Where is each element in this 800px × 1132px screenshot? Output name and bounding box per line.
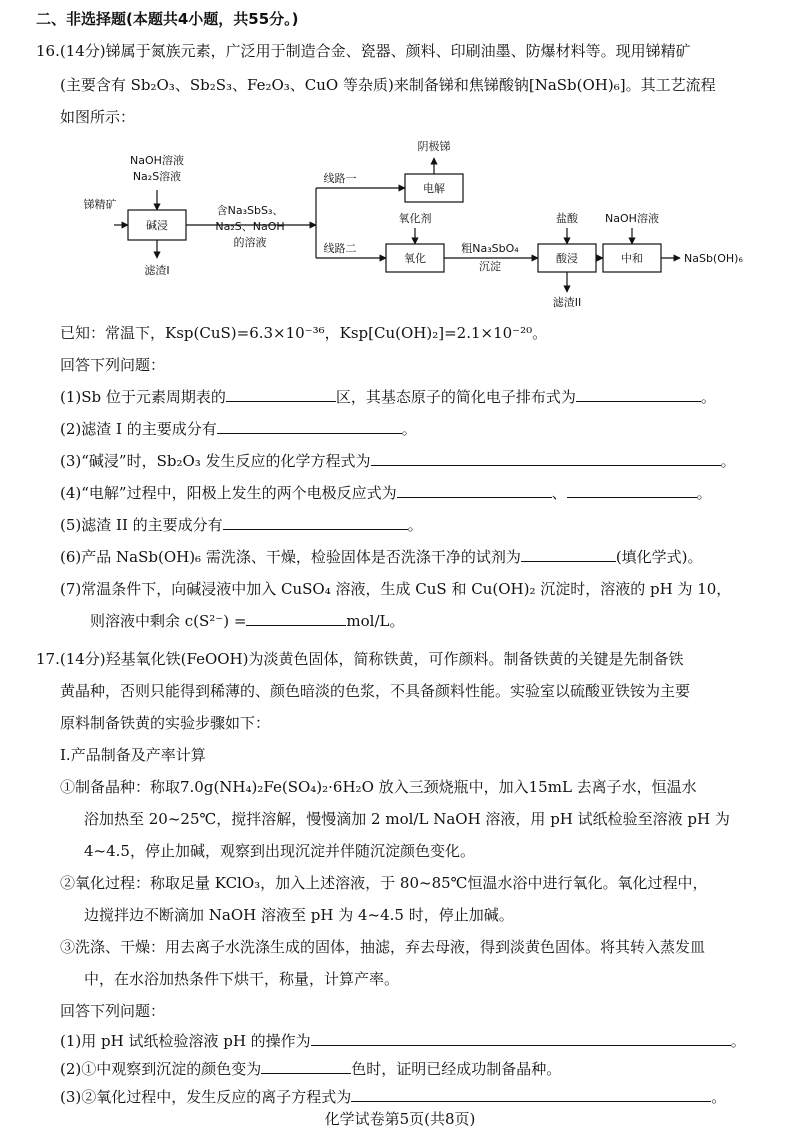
label-acid-leach: 酸浸 [556, 252, 578, 265]
label-product: NaSb(OH)₆ [684, 252, 743, 265]
q16-q2-text: (2)滤渣 I 的主要成分有 [60, 420, 217, 438]
q17-q3-text: (3)②氧化过程中，发生反应的离子方程式为 [60, 1088, 352, 1106]
reagent-na2s: Na₂S溶液 [132, 170, 182, 183]
q16-q5-blank[interactable] [223, 514, 408, 530]
q17-q2-text-b: 色时，证明已经成功制备晶种。 [351, 1060, 562, 1078]
q17-q1-period: 。 [730, 1032, 746, 1050]
q17-q1-text: (1)用 pH 试纸检验溶液 pH 的操作为 [60, 1032, 311, 1050]
q17-answer-prompt: 回答下列问题： [60, 1002, 166, 1020]
q16-answer-prompt: 回答下列问题： [60, 356, 166, 374]
q16-q6-text-a: (6)产品 NaSb(OH)₆ 需洗涤、干燥，检验固体是否洗涤干净的试剂为 [60, 548, 521, 566]
q16-q4-period: 。 [696, 484, 712, 502]
q16-q6-text-b: (填化学式)。 [615, 548, 703, 566]
q17-q3-blank[interactable] [351, 1086, 711, 1102]
q17-step2-line1: ②氧化过程：称取足量 KClO₃，加入上述溶液，于 80~85℃恒温水浴中进行氧化。氧化过程中， [60, 874, 708, 892]
q16-q3-blank[interactable] [371, 450, 721, 466]
q16-q5-text: (5)滤渣 II 的主要成分有 [60, 516, 223, 534]
q16-intro-line1: 16.(14分)锑属于氮族元素，广泛用于制造合金、瓷器、颜料、印刷油墨、防爆材料等。现用锑精矿 [36, 42, 691, 60]
q16-q1-blank1[interactable] [226, 386, 336, 402]
q16-q2-blank[interactable] [217, 418, 402, 434]
q16-q2 [60, 418, 417, 440]
q16-q7-blank[interactable] [246, 610, 346, 626]
q16-q5-period: 。 [407, 516, 423, 534]
label-residue1: 滤渣I [144, 264, 170, 277]
q16-intro-line3: 如图所示： [60, 108, 136, 126]
q17-intro-line3: 原料制备铁黄的实验步骤如下： [60, 714, 271, 732]
q16-q3 [60, 450, 736, 472]
q17-step3-line1: ③洗涤、干燥：用去离子水洗涤生成的固体，抽滤，弃去母液，得到淡黄色固体。将其转入蒸发皿 [60, 938, 706, 956]
crude-line1: 粗Na₃SbO₄ [461, 242, 519, 255]
process-flow-diagram [83, 136, 790, 326]
q16-q2-period: 。 [401, 420, 417, 438]
q16-q4-dunhao: 、 [551, 484, 567, 502]
solution-line2: Na₂S、NaOH [215, 220, 285, 233]
route1-label: 线路一 [323, 172, 357, 185]
label-neutralize: 中和 [621, 252, 643, 265]
q17-step2-line2: 边搅拌边不断滴加 NaOH 溶液至 pH 为 4~4.5 时，停止加碱。 [84, 906, 514, 924]
q17-intro-line2: 黄晶种，否则只能得到稀薄的、颜色暗淡的色浆，不具备颜料性能。实验室以硫酸亚铁铵为主要 [60, 682, 691, 700]
q17-q2-blank[interactable] [261, 1058, 351, 1074]
label-residue2: 滤渣II [552, 296, 582, 309]
q16-q1-period: 。 [700, 388, 716, 406]
q16-q1-text-a: (1)Sb 位于元素周期表的 [60, 388, 226, 406]
q16-q3-period: 。 [720, 452, 736, 470]
solution-line3: 的溶液 [233, 236, 267, 249]
q17-q1 [60, 1030, 746, 1052]
q17-q2-text-a: (2)①中观察到沉淀的颜色变为 [60, 1060, 262, 1078]
q16-q4-blank2[interactable] [567, 482, 697, 498]
q16-q6 [60, 546, 703, 568]
q17-part1: I.产品制备及产率计算 [60, 746, 206, 764]
q17-step1-line2: 浴加热至 20~25℃，搅拌溶解，慢慢滴加 2 mol/L NaOH 溶液，用 pH 试纸检验至溶液 pH 为 [84, 810, 730, 828]
reagent-naoh: NaOH溶液 [130, 154, 184, 167]
q17-q3-period: 。 [711, 1088, 727, 1106]
label-oxidant: 氧化剂 [398, 212, 432, 225]
label-alkali-leach: 碱浸 [146, 219, 168, 232]
q16-q1-blank2[interactable] [576, 386, 701, 402]
q16-q1-text-b: 区，其基态原子的简化电子排布式为 [335, 388, 576, 406]
q16-q4-blank1[interactable] [397, 482, 552, 498]
q16-q6-blank[interactable] [521, 546, 616, 562]
q16-q7-text-c: mol/L。 [346, 612, 405, 630]
q16-q7-text-b: 则溶液中剩余 c(S²⁻) = [90, 612, 247, 630]
q16-q1 [60, 386, 716, 408]
solution-line1: 含Na₃SbS₃、 [216, 204, 284, 217]
q16-q5 [60, 514, 423, 536]
q16-q4 [60, 482, 712, 504]
q17-step1-line1: ①制备晶种：称取7.0g(NH₄)₂Fe(SO₄)₂·6H₂O 放入三颈烧瓶中，加入15mL 去离子水，恒温水 [60, 778, 697, 796]
q17-step1-line3: 4~4.5，停止加碱，观察到出现沉淀并伴随沉淀颜色变化。 [84, 842, 475, 860]
label-electrolysis: 电解 [423, 182, 445, 195]
q16-q3-text: (3)“碱浸”时，Sb₂O₃ 发生反应的化学方程式为 [60, 452, 371, 470]
q17-step3-line2: 中，在水浴加热条件下烘干，称量，计算产率。 [84, 970, 400, 988]
q16-known: 已知：常温下，Ksp(CuS)=6.3×10⁻³⁶，Ksp[Cu(OH)₂]=2.1×10⁻²⁰。 [60, 324, 548, 342]
q17-q2 [60, 1058, 561, 1080]
q16-q4-text: (4)“电解”过程中，阳极上发生的两个电极反应式为 [60, 484, 397, 502]
ore-label-1: 锑精矿 [83, 198, 117, 211]
label-oxidation: 氧化 [404, 252, 426, 265]
q17-intro-line1: 17.(14分)羟基氧化铁(FeOOH)为淡黄色固体，简称铁黄，可作颜料。制备铁黄的关键是先制备铁 [36, 650, 684, 668]
crude-line2: 沉淀 [479, 260, 501, 273]
section-title: 二、非选择题(本题共4小题，共55分。) [36, 10, 299, 28]
q16-intro-line2: (主要含有 Sb₂O₃、Sb₂S₃、Fe₂O₃、CuO 等杂质)来制备锑和焦锑酸钠[NaSb(OH)₆]。其工艺流程 [60, 76, 716, 94]
label-hcl: 盐酸 [556, 212, 578, 225]
page-footer: 化学试卷第5页(共8页) [324, 1110, 476, 1128]
q17-q3 [60, 1086, 726, 1108]
label-naoh2: NaOH溶液 [605, 212, 659, 225]
route2-label: 线路二 [323, 242, 357, 255]
label-cathode-sb: 阴极锑 [417, 140, 451, 153]
q16-q7-line1: (7)常温条件下，向碱浸液中加入 CuSO₄ 溶液，生成 CuS 和 Cu(OH)₂ 沉淀时，溶液的 pH 为 10， [60, 580, 732, 598]
q17-q1-blank[interactable] [311, 1030, 731, 1046]
q16-q7-line2 [90, 610, 405, 632]
